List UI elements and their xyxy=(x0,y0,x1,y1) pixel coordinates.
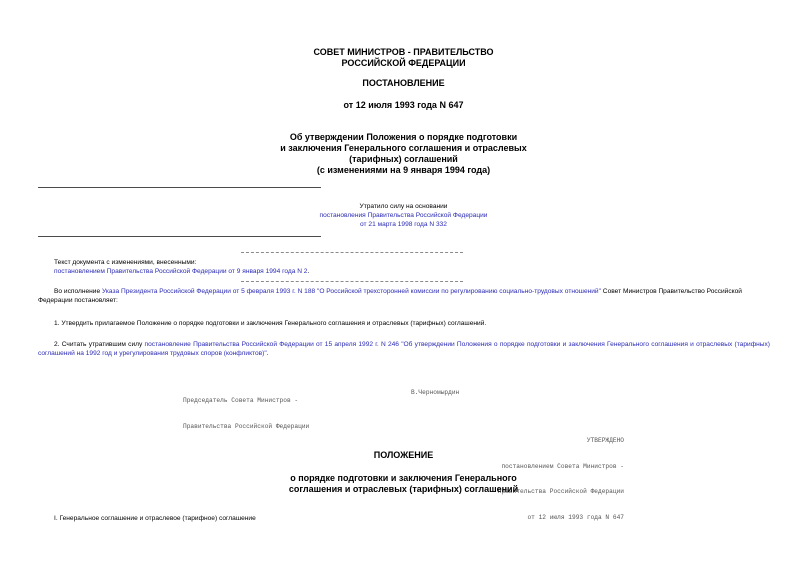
preamble-before: Во исполнение xyxy=(54,288,102,295)
rule-top xyxy=(38,187,321,188)
para2-after: . xyxy=(266,350,269,357)
regulation-subtitle-line-2: соглашения и отраслевых (тарифных) соглашений xyxy=(288,484,519,494)
regulation-subtitle-line-1: о порядке подготовки и заключения Генерального xyxy=(290,473,517,483)
changes-note-prefix: Текст документа с изменениями, внесенными: xyxy=(54,259,197,266)
title-line-4: (с изменениями на 9 января 1994 года) xyxy=(316,165,491,175)
changes-note-suffix: . xyxy=(307,268,310,275)
approval-line-4: от 12 июля 1993 года N 647 xyxy=(527,513,624,521)
changes-note-link[interactable]: постановлением Правительства Российской Федерации от 9 января 1994 года N 2 xyxy=(54,268,308,275)
paragraph-2 xyxy=(38,340,770,358)
dash-rule-top xyxy=(241,252,463,253)
para2-before: 2. Считать утратившим силу xyxy=(54,341,145,348)
expired-note-text: Утратило силу на основании xyxy=(359,203,448,210)
preamble-decree-link[interactable]: Указа Президента Российской Федерации от 5 февраля 1993 г. N 188 "О Российской трехсторонней комиссии по регулированию социально-трудовых отношений" xyxy=(101,288,601,295)
regulation-title: ПОЛОЖЕНИЕ xyxy=(373,450,434,460)
regulation-subtitle xyxy=(0,473,807,495)
title-line-1: Об утверждении Положения о порядке подготовки xyxy=(289,132,518,142)
dash-rule-bottom xyxy=(241,281,463,282)
doc-date-number: от 12 июля 1993 года N 647 xyxy=(343,100,464,110)
signature-line-1: Председатель Совета Министров - xyxy=(183,397,299,404)
expired-note-link-1[interactable]: постановления Правительства Российской Федерации xyxy=(319,212,488,219)
title-line-3: (тарифных) соглашений xyxy=(349,154,458,164)
title-line-2: и заключения Генерального соглашения и отраслевых xyxy=(280,143,527,153)
approval-line-1: УТВЕРЖДЕНО xyxy=(586,437,624,444)
preamble-after: Совет Министров Правительство Российской Федерации постановляет: xyxy=(38,288,742,304)
paragraph-1: 1. Утвердить прилагаемое Положение о порядке подготовки и заключения Генерального соглашения и отраслевых (тарифных) соглашений. xyxy=(54,320,487,327)
doc-title xyxy=(0,132,807,176)
para2-repealed-link[interactable]: постановление Правительства Российской Федерации от 15 апреля 1992 г. N 246 "Об утверждении Положения о порядке подготовки и заключения Генерального соглашения и отраслевых (тарифных) соглашений на 1992 год и урегулирования трудовых споров (конфликтов)" xyxy=(38,341,770,357)
changes-note xyxy=(54,258,754,276)
section-1-heading: I. Генеральное соглашение и отраслевое (тарифное) соглашение xyxy=(54,515,256,522)
issuer-name xyxy=(0,47,807,69)
paragraph-preamble xyxy=(38,287,770,305)
changes-note-line xyxy=(54,267,754,276)
issuer-line-1: СОВЕТ МИНИСТРОВ - ПРАВИТЕЛЬСТВО xyxy=(313,47,494,57)
expired-note-link-2[interactable]: от 21 марта 1998 года N 332 xyxy=(360,221,447,228)
signature-title xyxy=(183,380,309,440)
approval-line-3: Правительства Российской Федерации xyxy=(497,488,624,495)
signature-line-2: Правительства Российской Федерации xyxy=(183,422,310,430)
doc-type: ПОСТАНОВЛЕНИЕ xyxy=(362,78,445,88)
approval-line-2: постановлением Совета Министров - xyxy=(501,462,624,470)
issuer-line-2: РОССИЙСКОЙ ФЕДЕРАЦИИ xyxy=(341,58,466,68)
expired-note xyxy=(0,202,807,229)
signature-name: В.Черномырдин xyxy=(411,388,460,396)
rule-bottom xyxy=(38,236,321,237)
